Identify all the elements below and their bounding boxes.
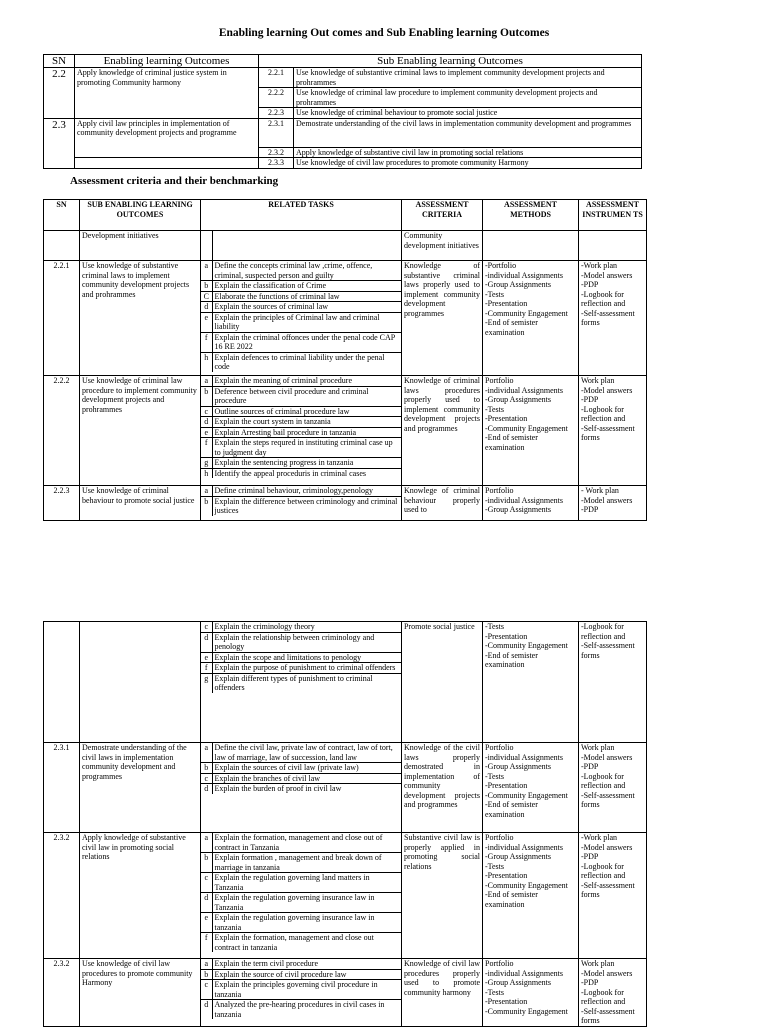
task-item xyxy=(201,632,401,652)
section-heading: Assessment criteria and their benchmarking xyxy=(70,175,279,187)
task-text: Analyzed the pre-hearing procedures in civil cases in tanzania xyxy=(214,1000,385,1019)
task-letter: c xyxy=(201,622,212,632)
task-letter: d xyxy=(201,417,212,428)
task-text: Explain the classification of Crime xyxy=(212,281,401,292)
sub-outcome-text: Use knowledge of civil law procedures to promote community Harmony xyxy=(294,158,642,169)
outcome-sn: 2.2 xyxy=(44,68,75,119)
table-row xyxy=(44,959,647,1027)
assessment-criteria: Knowlege of criminal behaviour properly used to xyxy=(402,486,483,521)
row-sub-outcome: Use knowledge of criminal behaviour to promote social justice xyxy=(80,486,201,521)
task-item xyxy=(201,652,401,663)
table-body xyxy=(44,622,647,1027)
task-text: Explain different types of punishment to criminal offenders xyxy=(214,673,373,692)
sub-outcome-text: Demostrate understanding of the civil laws in implementation community development and programmes xyxy=(294,118,642,147)
task-text: Explain the regulation governing land matters in Tanzania xyxy=(212,873,401,893)
task-item xyxy=(201,438,401,458)
task-text: Explain the steps requred in instituting criminal case up to judgment day xyxy=(212,438,401,458)
sub-outcome-text: Apply knowledge of substantive civil law in promoting social relations xyxy=(294,147,642,158)
related-tasks xyxy=(201,376,402,486)
tasks-list xyxy=(201,833,401,952)
assessment-instruments: Work plan -Model answers -PDP -Logbook for reflection and -Self-assessment forms xyxy=(579,743,647,833)
task-text: Explain defences to criminal liability under the penal code xyxy=(214,352,385,371)
task-text: Explain the relationship between criminology and penology xyxy=(212,632,401,652)
table-row xyxy=(44,376,647,486)
task-item xyxy=(201,352,401,372)
task-item xyxy=(201,622,401,632)
table-row xyxy=(44,833,647,959)
task-item xyxy=(201,743,401,763)
table-row xyxy=(44,231,647,261)
task-letter: e xyxy=(201,427,212,438)
header-elo: Enabling learning Outcomes xyxy=(75,55,259,68)
task-letter: c xyxy=(201,873,212,893)
table-header-row xyxy=(44,200,647,231)
tasks-list xyxy=(201,376,401,478)
task-text: Explain Arresting bail procedure in tanzania xyxy=(212,427,401,438)
assessment-instruments: Work plan -Model answers -PDP -Logbook for reflection and -Self-assessment forms xyxy=(579,959,647,1027)
related-tasks xyxy=(201,959,402,1027)
task-text: Explain the principles governing civil procedure in tanzania xyxy=(212,980,401,1000)
task-item xyxy=(201,833,401,853)
outcome-sn: 2.3 xyxy=(44,118,75,168)
row-sub-outcome: Use knowledge of civil law procedures to promote community Harmony xyxy=(80,959,201,1027)
task-item xyxy=(201,913,401,933)
related-tasks xyxy=(201,486,402,521)
related-tasks xyxy=(201,833,402,959)
task-text: Explain the regulation governing insurance law in Tanzania xyxy=(212,893,401,913)
row-sn: 2.3.2 xyxy=(44,833,80,959)
task-item xyxy=(201,969,401,980)
assessment-methods: Portfolio -individual Assignments -Group Assignments -Tests -Presentation -Community Engagement -End of semister examination xyxy=(483,833,579,959)
task-item xyxy=(201,959,401,969)
task-item xyxy=(201,291,401,302)
table-header-row xyxy=(44,55,642,68)
task-text: Explain the meaning of criminal procedure xyxy=(212,376,401,386)
task-letter: a xyxy=(201,833,212,853)
sub-outcome-sn: 2.3.3 xyxy=(259,158,294,169)
assessment-instruments: -Work plan -Model answers -PDP -Logbook for reflection and -Self-assessment forms xyxy=(579,261,647,376)
task-text: Explain the scope and limitations to penology xyxy=(212,652,401,663)
task-item xyxy=(201,784,401,794)
task-letter: c xyxy=(201,980,212,1000)
assessment-criteria-table xyxy=(43,199,647,521)
outcome-empty-cell xyxy=(75,158,259,169)
table-row xyxy=(44,486,647,521)
table-body xyxy=(44,231,647,521)
task-item xyxy=(201,873,401,893)
task-item xyxy=(201,893,401,913)
task-item xyxy=(201,281,401,292)
sub-outcome-sn: 2.3.1 xyxy=(259,118,294,147)
related-tasks xyxy=(201,231,402,261)
task-letter: a xyxy=(201,486,212,496)
enabling-outcomes-table xyxy=(43,54,642,169)
row-sn: 2.2.3 xyxy=(44,486,80,521)
sub-outcome-text: Use knowledge of criminal law procedure to implement community development projects and prohrammes xyxy=(294,88,642,108)
tasks-list xyxy=(201,231,401,260)
outcome-text: Apply knowledge of criminal justice system in promoting Community harmony xyxy=(75,68,259,119)
task-text: Explain the difference between criminology and criminal justices xyxy=(214,496,398,515)
task-letter: b xyxy=(201,281,212,292)
assessment-criteria: Community development initiatives xyxy=(402,231,483,261)
task-text: Explain the branches of civil law xyxy=(212,773,401,784)
task-text: Explain the regulation governing insurance law in tanzania xyxy=(212,913,401,933)
task-text: Explain the criminology theory xyxy=(212,622,401,632)
task-item xyxy=(201,302,401,313)
task-text: Explain the sources of criminal law xyxy=(212,302,401,313)
header-sn: SN xyxy=(44,200,80,231)
task-item xyxy=(201,763,401,774)
task-letter: g xyxy=(201,458,212,469)
task-letter: a xyxy=(201,376,212,386)
assessment-methods: Portfolio -individual Assignments -Group Assignments xyxy=(483,486,579,521)
task-letter: C xyxy=(201,291,212,302)
task-item xyxy=(201,933,401,953)
task-text: Outline sources of criminal procedure law xyxy=(212,406,401,417)
task-letter: e xyxy=(201,312,212,332)
task-letter: h xyxy=(201,468,212,478)
header-instruments: ASSESSMENT INSTRUMEN TS xyxy=(579,200,647,231)
row-sn: 2.2.1 xyxy=(44,261,80,376)
assessment-instruments: Work plan -Model answers -PDP -Logbook for reflection and -Self-assessment forms xyxy=(579,376,647,486)
task-item xyxy=(201,231,401,260)
task-text: Explain the source of civil procedure law xyxy=(212,969,401,980)
assessment-instruments xyxy=(579,231,647,261)
related-tasks xyxy=(201,743,402,833)
task-text: Explain the formation, management and close out of contract in Tanzania xyxy=(212,833,401,853)
task-letter: c xyxy=(201,406,212,417)
sub-outcome-sn: 2.2.1 xyxy=(259,68,294,88)
assessment-criteria: Knowledge of substantive criminal laws properly used to implement community development programmes xyxy=(402,261,483,376)
table-row xyxy=(44,68,642,88)
row-sn: 2.3.2 xyxy=(44,959,80,1027)
task-text: Explain the term civil procedure xyxy=(212,959,401,969)
header-sn: SN xyxy=(44,55,75,68)
task-item xyxy=(201,386,401,406)
task-text: Elaborate the functions of criminal law xyxy=(212,291,401,302)
task-letter: f xyxy=(201,438,212,458)
task-text: Deference between civil procedure and criminal procedure xyxy=(212,386,401,406)
task-text: Explain the principles of Criminal law and criminal liability xyxy=(212,312,401,332)
assessment-criteria-table-continued xyxy=(43,621,647,1027)
task-letter: d xyxy=(201,632,212,652)
task-text: Explain the court system in tanzania xyxy=(212,417,401,428)
row-sub-outcome: Apply knowledge of substantive civil law in promoting social relations xyxy=(80,833,201,959)
sub-outcome-sn: 2.2.2 xyxy=(259,88,294,108)
assessment-methods: Portfolio -individual Assignments -Group Assignments -Tests -Presentation -Community Engagement -End of semister examination xyxy=(483,376,579,486)
task-text: Define the civil law, private law of contract, law of tort, law of marriage, law of succession, land law xyxy=(212,743,401,763)
assessment-methods: Portfolio -individual Assignments -Group Assignments -Tests -Presentation -Community Engagement -End of semister examination xyxy=(483,743,579,833)
task-item xyxy=(201,486,401,496)
row-sub-outcome: Demostrate understanding of the civil laws in implementation community development and programmes xyxy=(80,743,201,833)
table-row xyxy=(44,118,642,147)
header-selo: Sub Enabling learning Outcomes xyxy=(259,55,642,68)
task-text xyxy=(212,231,401,260)
tasks-list xyxy=(201,959,401,1019)
sub-outcome-text: Use knowledge of substantive criminal laws to implement community development projects and prohrammes xyxy=(294,68,642,88)
task-letter: b xyxy=(201,969,212,980)
task-letter: d xyxy=(201,302,212,313)
assessment-methods: -Tests -Presentation -Community Engagement -End of semister examination xyxy=(483,622,579,743)
row-sub-outcome: Development initiatives xyxy=(80,231,201,261)
task-item xyxy=(201,458,401,469)
outcome-text: Apply civil law principles in implementation of community development projects and programme xyxy=(75,118,259,158)
task-item xyxy=(201,406,401,417)
table-row xyxy=(44,158,642,169)
task-letter: g xyxy=(201,673,212,693)
row-sn: 2.2.2 xyxy=(44,376,80,486)
row-sn xyxy=(44,622,80,743)
task-text: Identify the appeal proceduris in criminal cases xyxy=(214,468,366,478)
related-tasks xyxy=(201,622,402,743)
tasks-list xyxy=(201,261,401,372)
assessment-criteria: Knowledge of civil law procedures properly used to promote community harmony xyxy=(402,959,483,1027)
page-title: Enabling learning Out comes and Sub Enabling learning Outcomes xyxy=(218,27,550,39)
assessment-methods: Portfolio -individual Assignments -Group Assignments -Tests -Presentation -Community Engagement xyxy=(483,959,579,1027)
task-item xyxy=(201,1000,401,1020)
sub-outcome-sn: 2.3.2 xyxy=(259,147,294,158)
row-sub-outcome xyxy=(80,622,201,743)
assessment-criteria: Promote social justice xyxy=(402,622,483,743)
row-sn xyxy=(44,231,80,261)
task-item xyxy=(201,312,401,332)
header-selo: SUB ENABLING LEARNING OUTCOMES xyxy=(80,200,201,231)
task-item xyxy=(201,468,401,478)
task-text: Explain the sentencing progress in tanzania xyxy=(212,458,401,469)
task-item xyxy=(201,261,401,281)
task-text: Explain the sources of civil law (private law) xyxy=(212,763,401,774)
task-letter: b xyxy=(201,386,212,406)
task-letter: b xyxy=(201,853,212,873)
table-row xyxy=(44,622,647,743)
task-item xyxy=(201,773,401,784)
task-letter: a xyxy=(201,743,212,763)
tasks-list xyxy=(201,486,401,516)
assessment-instruments: - Work plan -Model answers -PDP xyxy=(579,486,647,521)
table-row xyxy=(44,743,647,833)
task-letter: f xyxy=(201,933,212,953)
header-criteria: ASSESSMENT CRITERIA xyxy=(402,200,483,231)
assessment-methods: -Portfolio -individual Assignments -Group Assignments -Tests -Presentation -Community Engagement -End of semister examination xyxy=(483,261,579,376)
task-letter xyxy=(201,231,212,260)
table-row xyxy=(44,261,647,376)
assessment-instruments: -Work plan -Model answers -PDP -Logbook for reflection and -Self-assessment forms xyxy=(579,833,647,959)
header-tasks: RELATED TASKS xyxy=(201,200,402,231)
assessment-methods xyxy=(483,231,579,261)
task-letter: a xyxy=(201,959,212,969)
assessment-criteria: Knowledge of the civil laws properly demostrated in implementation of community development projects and programmes xyxy=(402,743,483,833)
task-text: Define the concepts criminal law ,crime, offence, criminal, suspected person and guilty xyxy=(212,261,401,281)
task-text: Explain the criminal offonces under the penal code CAP 16 RE 2022 xyxy=(212,332,401,352)
task-letter: d xyxy=(201,784,212,794)
task-letter: d xyxy=(201,1000,212,1020)
task-letter: a xyxy=(201,261,212,281)
assessment-criteria: Substantive civil law is properly applied in promoting social relations xyxy=(402,833,483,959)
task-text: Explain the formation, management and close out contract in tanzania xyxy=(214,933,374,952)
task-text: Explain the purpose of punishment to criminal offenders xyxy=(212,663,401,674)
tasks-list xyxy=(201,622,401,693)
task-letter: c xyxy=(201,773,212,784)
tasks-list xyxy=(201,743,401,794)
task-item xyxy=(201,376,401,386)
task-letter: b xyxy=(201,763,212,774)
sub-outcome-text: Use knowledge of criminal behaviour to promote social justice xyxy=(294,108,642,119)
row-sub-outcome: Use knowledge of substantive criminal laws to implement community development projects and prohrammes xyxy=(80,261,201,376)
assessment-instruments: -Logbook for reflection and -Self-assessment forms xyxy=(579,622,647,743)
task-letter: d xyxy=(201,893,212,913)
task-text: Define criminal behaviour, criminology,penology xyxy=(212,486,401,496)
task-text: Explain formation , management and break down of marriage in tanzania xyxy=(212,853,401,873)
related-tasks xyxy=(201,261,402,376)
task-item xyxy=(201,853,401,873)
row-sub-outcome: Use knowledge of criminal law procedure to implement community development projects and prohrammes xyxy=(80,376,201,486)
task-item xyxy=(201,417,401,428)
task-item xyxy=(201,332,401,352)
row-sn: 2.3.1 xyxy=(44,743,80,833)
task-item xyxy=(201,496,401,516)
task-item xyxy=(201,980,401,1000)
task-letter: f xyxy=(201,663,212,674)
task-item xyxy=(201,673,401,693)
task-letter: e xyxy=(201,652,212,663)
task-text: Explain the burden of proof in civil law xyxy=(214,784,342,793)
sub-outcome-sn: 2.2.3 xyxy=(259,108,294,119)
task-letter: e xyxy=(201,913,212,933)
task-item xyxy=(201,663,401,674)
task-letter: f xyxy=(201,332,212,352)
task-letter: h xyxy=(201,352,212,372)
assessment-criteria: Knowledge of criminal laws procedures properly used to implement community development projects and programmes xyxy=(402,376,483,486)
task-letter: b xyxy=(201,496,212,516)
header-methods: ASSESSMENT METHODS xyxy=(483,200,579,231)
task-item xyxy=(201,427,401,438)
